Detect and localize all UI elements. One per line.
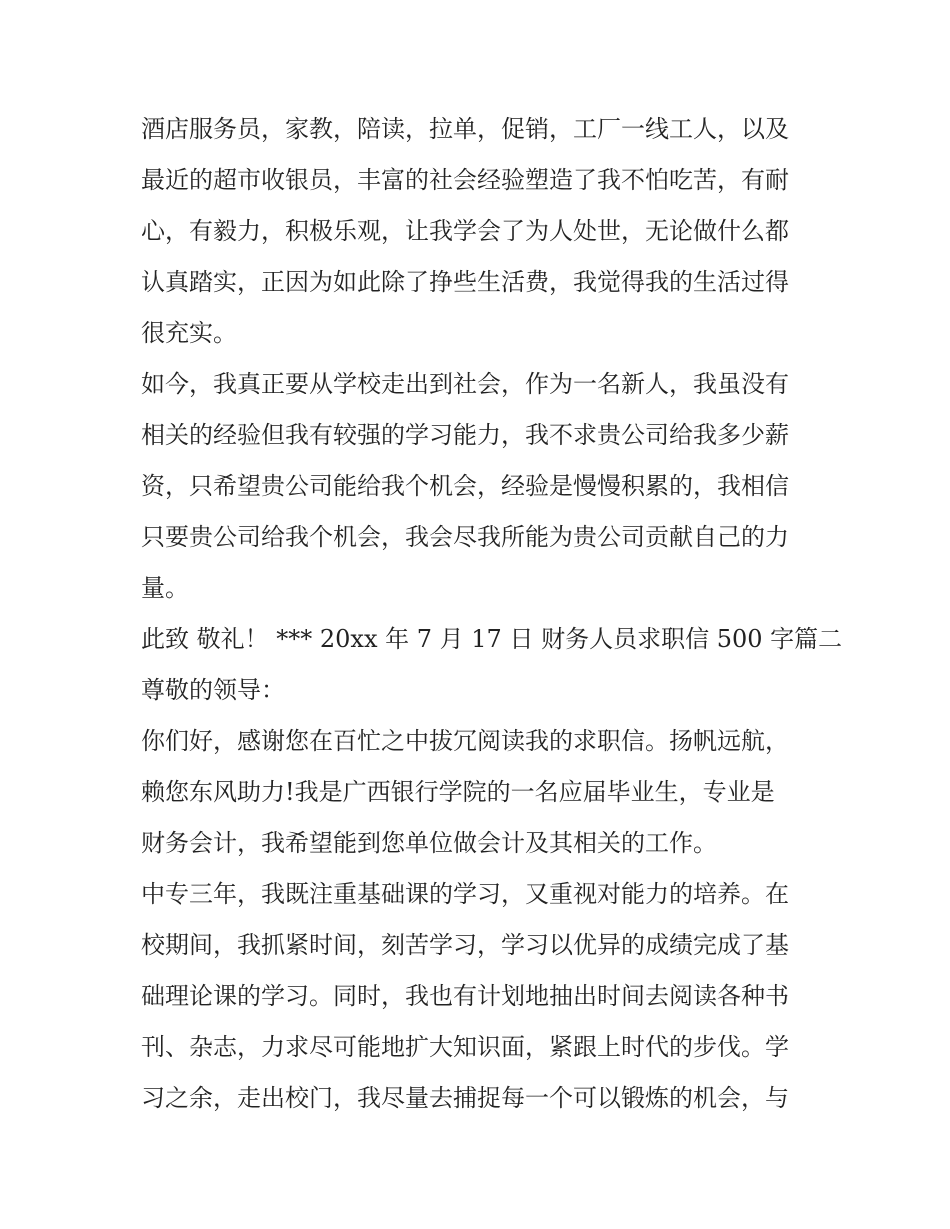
text-line: 如今，我真正要从学校走出到社会，作为一名新人，我虽没有 <box>141 370 789 398</box>
text-line: 你们好，感谢您在百忙之中拔冗阅读我的求职信。扬帆远航， <box>141 727 789 755</box>
text-line: 认真踏实，正因为如此除了挣些生活费，我觉得我的生活过得 <box>141 268 789 296</box>
text-line: 刊、杂志，力求尽可能地扩大知识面，紧跟上时代的步伐。学 <box>141 1033 789 1061</box>
text-line: 础理论课的学习。同时，我也有计划地抽出时间去阅读各种书 <box>141 982 789 1010</box>
text-line: 习之余，走出校门，我尽量去捕捉每一个可以锻炼的机会，与 <box>141 1084 789 1112</box>
document-body <box>141 104 843 1124</box>
text-line: 量。 <box>141 574 189 602</box>
text-line: 最近的超市收银员，丰富的社会经验塑造了我不怕吃苦，有耐 <box>141 166 789 194</box>
text-line: 赖您东风助力!我是广西银行学院的一名应届毕业生，专业是 <box>141 778 775 806</box>
text-line: 资，只希望贵公司能给我个机会，经验是慢慢积累的，我相信 <box>141 472 789 500</box>
text-line: 财务会计，我希望能到您单位做会计及其相关的工作。 <box>141 829 717 857</box>
text-line: 只要贵公司给我个机会，我会尽我所能为贵公司贡献自己的力 <box>141 523 789 551</box>
text-line: 相关的经验但我有较强的学习能力，我不求贵公司给我多少薪 <box>141 421 789 449</box>
text-line: 很充实。 <box>141 319 237 347</box>
text-line: 酒店服务员，家教，陪读，拉单，促销，工厂一线工人，以及 <box>141 115 789 143</box>
text-line: 此致 敬礼！ *** 20xx 年 7 月 17 日 财务人员求职信 500 字篇二 <box>141 625 843 653</box>
text-line: 校期间，我抓紧时间，刻苦学习，学习以优异的成绩完成了基 <box>141 931 789 959</box>
text-line: 心，有毅力，积极乐观，让我学会了为人处世，无论做什么都 <box>141 217 789 245</box>
text-line: 中专三年，我既注重基础课的学习，又重视对能力的培养。在 <box>141 880 789 908</box>
text-line: 尊敬的领导： <box>141 676 285 704</box>
